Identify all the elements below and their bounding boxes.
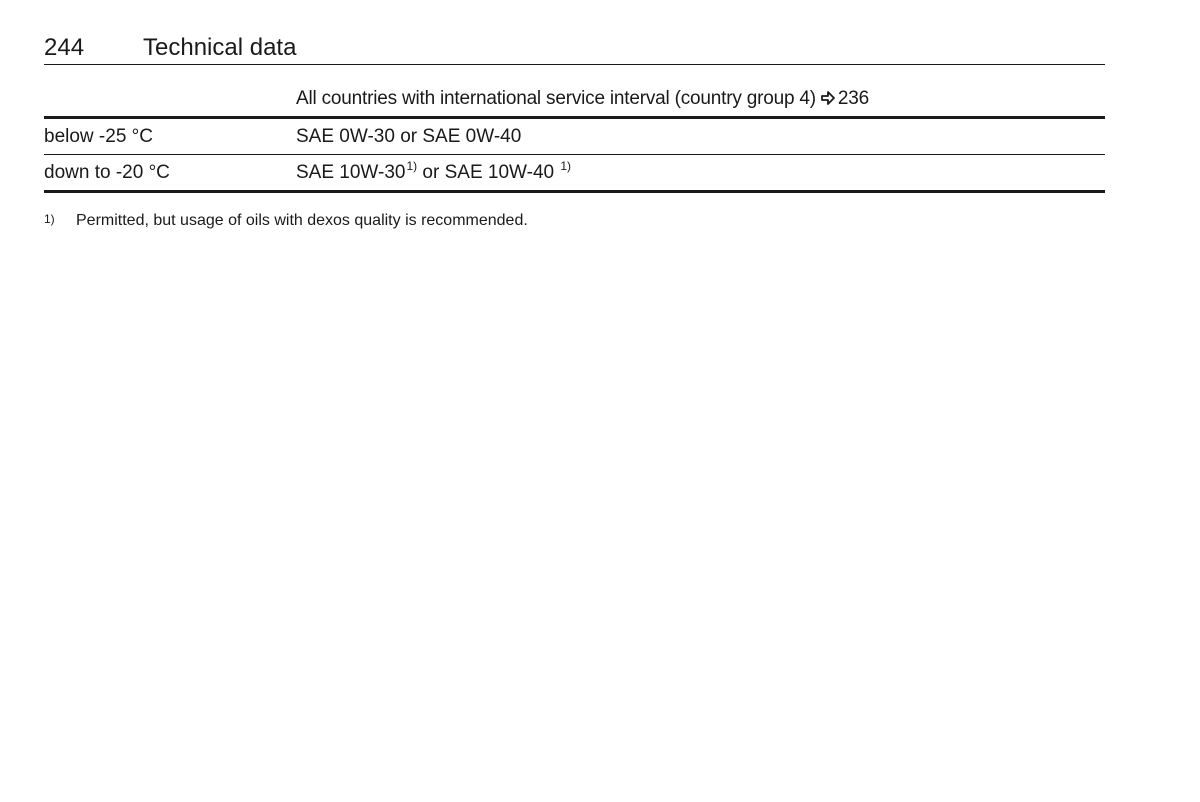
column-header-text: All countries with international service interval (country group 4) <box>296 88 816 109</box>
footnote-marker: 1) <box>44 212 55 226</box>
column-header <box>296 88 869 110</box>
footnote-ref-1: 1) <box>406 159 418 173</box>
temperature-cell: below -25 °C <box>44 126 153 147</box>
table-row <box>44 155 1105 193</box>
cross-reference-page[interactable]: 236 <box>837 88 870 109</box>
table-header-row <box>44 86 1105 119</box>
oil-spec-cell: SAE 0W-30 or SAE 0W-40 <box>296 126 522 147</box>
page-header <box>44 34 1105 65</box>
page-number: 244 <box>44 34 85 61</box>
cross-reference-arrow-icon <box>820 90 836 106</box>
table-row <box>44 119 1105 155</box>
engine-oil-viscosity-table <box>44 86 1105 193</box>
oil-spec-part-2: or SAE 10W-40 <box>417 162 560 183</box>
oil-spec-cell <box>296 159 572 184</box>
footnote-text: Permitted, but usage of oils with dexos quality is recommended. <box>76 212 528 229</box>
section-title: Technical data <box>143 34 297 61</box>
footnote-ref-2: 1) <box>560 159 572 173</box>
temperature-cell: down to -20 °C <box>44 162 170 183</box>
oil-spec-part-1: SAE 10W-30 <box>296 162 406 183</box>
